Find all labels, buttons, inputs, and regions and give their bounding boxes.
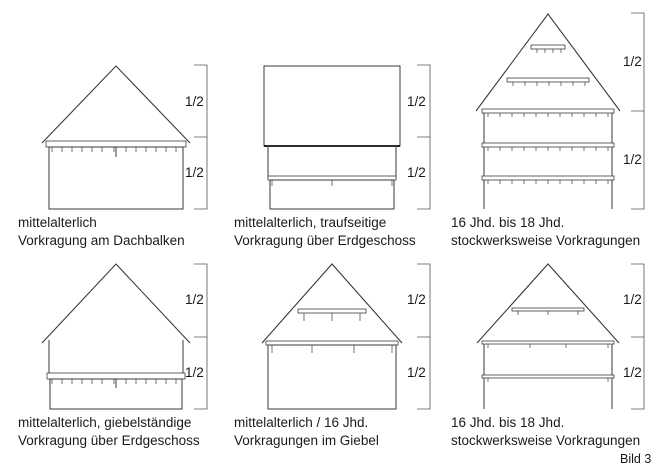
panel-1-drawing [42, 65, 207, 209]
panel-3-dim-upper: 1/2 [623, 54, 642, 69]
panel-2-beam-band [268, 176, 396, 186]
panel-2-eaves-roof [264, 66, 400, 146]
panel-3-beam-band-middle [482, 143, 614, 151]
panel-2-upper-storey [268, 146, 396, 178]
panel-6-dim-lower: 1/2 [623, 365, 642, 380]
panel-1-gable-roof [42, 66, 190, 143]
panel-3-gable-bands [507, 45, 589, 86]
panel-5-dimension [417, 264, 430, 409]
panel-2-caption-line-1: mittelalterlich, traufseitige [234, 215, 387, 230]
panel-6-caption-line-2: stockwerksweise Vorkragungen [451, 433, 641, 448]
panel-2-dimension [417, 65, 430, 209]
panel-6-gable-band [512, 308, 584, 315]
panel-6-dim-upper: 1/2 [623, 292, 642, 307]
panel-6-caption-line-1: 16 Jhd. bis 18 Jhd. [451, 415, 565, 430]
panel-4-dim-upper: 1/2 [185, 292, 204, 307]
panel-3-gable-roof [476, 14, 620, 111]
panel-1-caption-line-2: Vorkragung am Dachbalken [18, 233, 185, 248]
panel-2-drawing [264, 65, 430, 209]
panel-5-caption-line-2: Vorkragungen im Giebel [234, 433, 379, 448]
panel-6-dimension [631, 264, 644, 409]
panel-4-caption-line-1: mittelalterlich, giebelständige [18, 415, 192, 430]
panel-6-beam-band-lower [482, 375, 614, 382]
panel-2-dim-lower: 1/2 [407, 165, 426, 180]
panel-3-beam-band-upper [482, 109, 614, 117]
panel-5-dim-lower: 1/2 [407, 365, 426, 380]
panel-2-caption-line-2: Vorkragung über Erdgeschoss [234, 233, 416, 248]
panel-5-gable-band-lower [266, 341, 398, 353]
panel-5-ground-storey [268, 345, 396, 409]
panel-1-dim-upper: 1/2 [185, 94, 204, 109]
panel-1-dim-lower: 1/2 [185, 165, 204, 180]
panel-3-beam-band-lower [482, 176, 614, 184]
panel-6-gable-roof [477, 264, 619, 343]
panel-5-dim-upper: 1/2 [407, 292, 426, 307]
panel-5-caption-line-1: mittelalterlich / 16 Jhd. [234, 415, 369, 430]
panel-4-dim-lower: 1/2 [185, 365, 204, 380]
panel-5-gable-band-upper [298, 309, 366, 321]
panel-1-dimension [194, 65, 207, 209]
panel-1-caption-line-1: mittelalterlich [18, 215, 97, 230]
panel-6-drawing [477, 264, 644, 409]
panel-2-dim-upper: 1/2 [407, 94, 426, 109]
panel-4-dimension [194, 264, 207, 409]
panel-5-gable-roof [262, 264, 402, 343]
panel-4-caption-line-2: Vorkragung über Erdgeschoss [18, 433, 200, 448]
panel-3-caption-line-1: 16 Jhd. bis 18 Jhd. [451, 215, 565, 230]
figure-label: Bild 3 [620, 452, 652, 466]
panel-3-dimension [631, 13, 644, 209]
panel-5-drawing [262, 264, 430, 409]
panel-3-caption-line-2: stockwerksweise Vorkragungen [451, 233, 641, 248]
panel-3-dim-lower: 1/2 [623, 152, 642, 167]
panel-6-beam-band-upper [482, 341, 614, 348]
panel-4-drawing [42, 264, 207, 409]
panel-4-gable-roof [42, 264, 190, 343]
panel-3-drawing [476, 13, 644, 209]
